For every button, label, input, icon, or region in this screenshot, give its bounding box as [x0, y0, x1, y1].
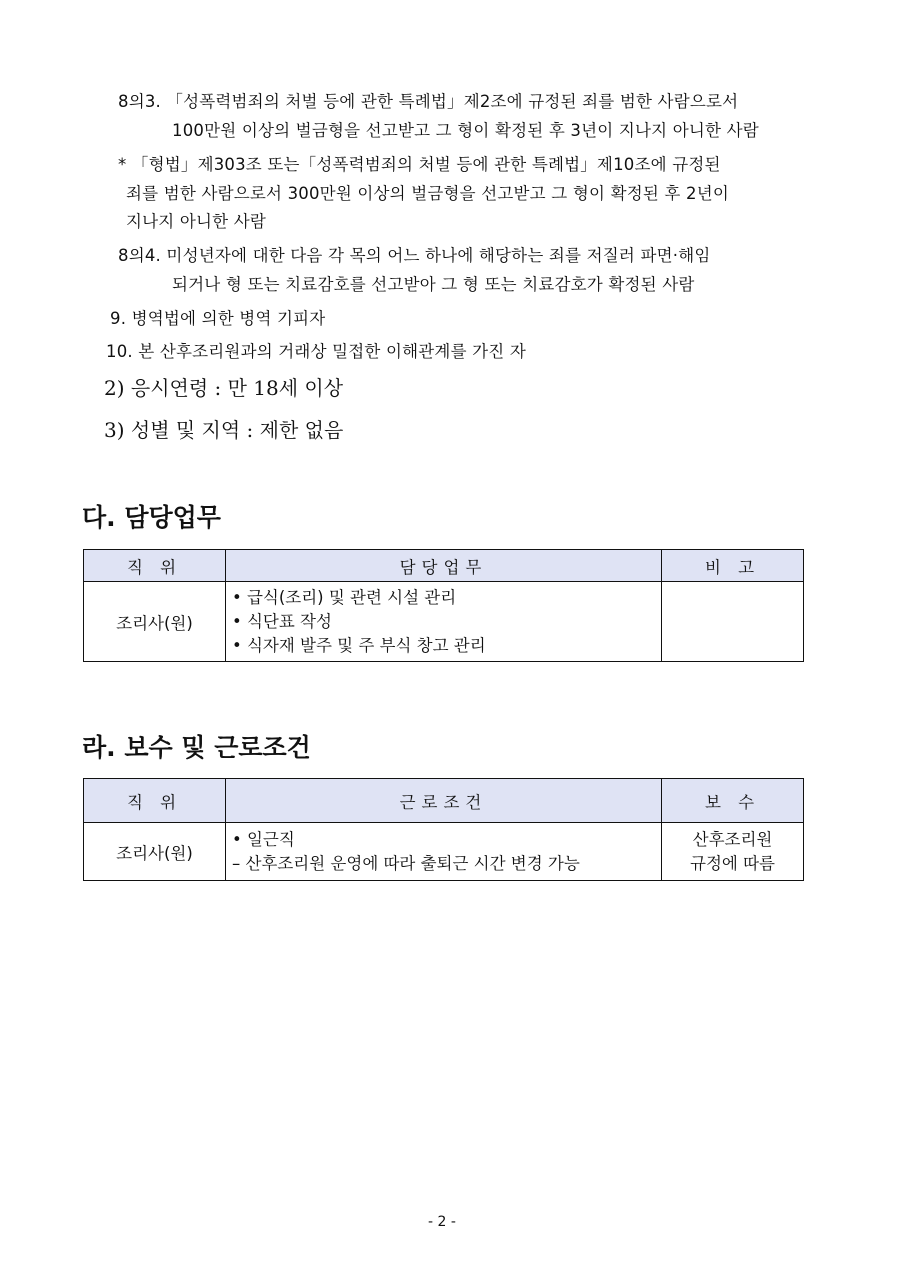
duties-row	[84, 582, 804, 662]
duties-section-title: 다. 담당업무	[82, 503, 221, 532]
item-9: 9. 병역법에 의한 병역 기피자	[110, 309, 326, 328]
item-8-4-line2: 되거나 형 또는 치료감호를 선고받아 그 형 또는 치료감호가 확정된 사람	[172, 275, 695, 294]
pay-conditions-cell	[226, 823, 662, 881]
pay-condition-item: – 산후조리원 운영에 따라 출퇴근 시간 변경 가능	[232, 853, 580, 873]
pay-table	[83, 778, 804, 881]
duties-header-position: 직 위	[84, 550, 226, 582]
duties-task-item: • 식자재 발주 및 주 부식 창고 관리	[232, 635, 486, 655]
note-line3: 지나지 아니한 사람	[126, 212, 267, 231]
note-line2: 죄를 범한 사람으로서 300만원 이상의 벌금형을 선고받고 그 형이 확정된 후 2년이	[126, 184, 729, 203]
note-line1: * 「형법」제303조 또는「성폭력범죄의 처벌 등에 관한 특례법」제10조에 규정된	[118, 155, 721, 174]
age-condition: 2) 응시연령 : 만 18세 이상	[104, 376, 344, 400]
pay-salary-cell	[662, 823, 804, 881]
pay-salary-line: 규정에 따름	[690, 853, 775, 873]
item-10: 10. 본 산후조리원과의 거래상 밀접한 이해관계를 가진 자	[106, 342, 527, 361]
pay-header-conditions: 근로조건	[226, 779, 662, 823]
duties-header-remark: 비 고	[662, 550, 804, 582]
pay-header-position: 직 위	[84, 779, 226, 823]
duties-task-item: • 급식(조리) 및 관련 시설 관리	[232, 587, 457, 607]
duties-header-row	[84, 550, 804, 582]
gender-region-condition: 3) 성별 및 지역 : 제한 없음	[104, 418, 344, 442]
duties-tasks-cell	[226, 582, 662, 662]
pay-row	[84, 823, 804, 881]
pay-condition-item: • 일근직	[232, 829, 295, 849]
duties-position-cell: 조리사(원)	[84, 582, 226, 662]
item-8-3-line1: 8의3. 「성폭력범죄의 처벌 등에 관한 특례법」제2조에 규정된 죄를 범한 사람으로서	[118, 92, 739, 111]
item-8-3-line2: 100만원 이상의 벌금형을 선고받고 그 형이 확정된 후 3년이 지나지 아니한 사람	[172, 121, 759, 140]
duties-remark-cell	[662, 582, 804, 662]
item-8-4-line1: 8의4. 미성년자에 대한 다음 각 목의 어느 하나에 해당하는 죄를 저질러 파면·해임	[118, 246, 711, 265]
pay-section-title: 라. 보수 및 근로조건	[82, 733, 311, 762]
page-number: - 2 -	[428, 1214, 456, 1230]
pay-header-salary: 보 수	[662, 779, 804, 823]
duties-table	[83, 549, 804, 662]
duties-task-item: • 식단표 작성	[232, 611, 332, 631]
pay-position-cell: 조리사(원)	[84, 823, 226, 881]
pay-header-row	[84, 779, 804, 823]
duties-header-tasks: 담당업무	[226, 550, 662, 582]
pay-salary-line: 산후조리원	[692, 829, 773, 849]
